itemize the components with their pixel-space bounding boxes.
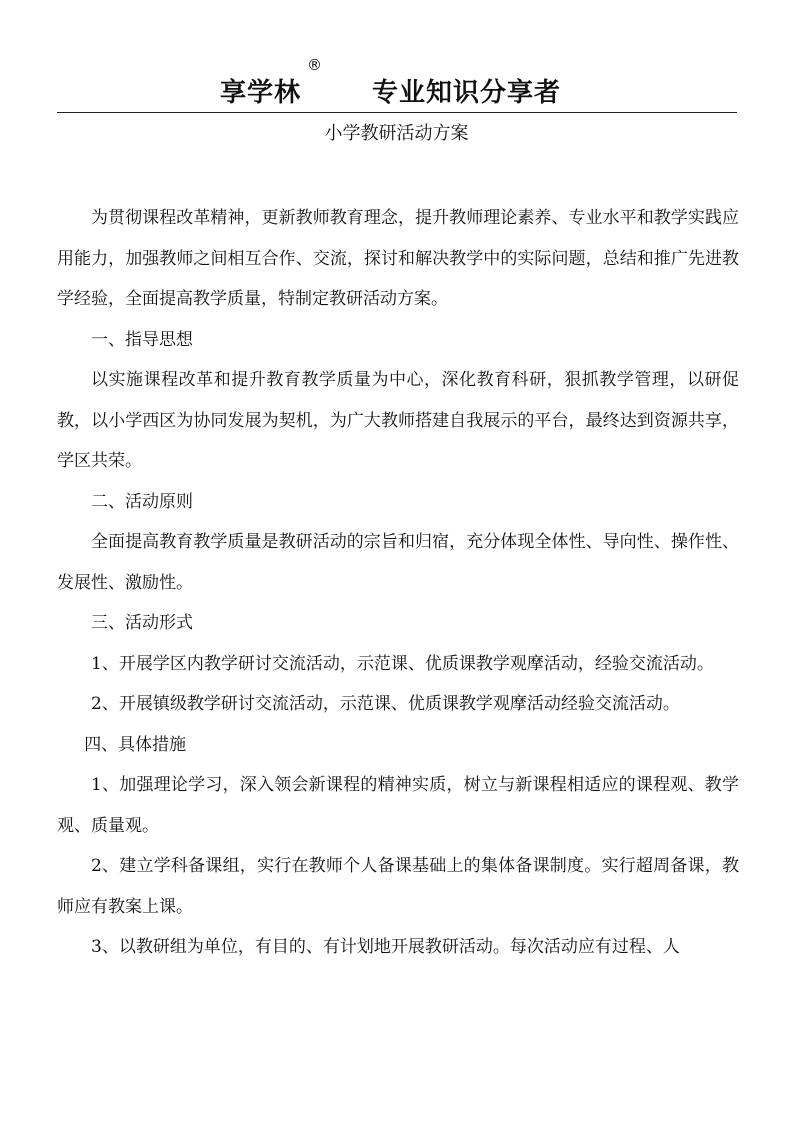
brand-slogan: 专业知识分享者 bbox=[372, 78, 562, 108]
list-item: 2、开展镇级教学研讨交流活动，示范课、优质课教学观摩活动经验交流活动。 bbox=[91, 694, 680, 714]
section-heading-activity-principles: 二、活动原则 bbox=[91, 491, 193, 512]
paragraph-guiding-ideology: 以实施课程改革和提升教育教学质量为中心，深化教育科研，狠抓教学管理，以研促教，以小学西区为协同发展为契机，为广大教师搭建自我展示的平台，最终达到资源共享，学区共荣。 bbox=[57, 370, 739, 471]
document-body bbox=[57, 198, 739, 968]
section-heading-activity-forms: 三、活动形式 bbox=[91, 613, 193, 633]
registered-trademark-icon: ® bbox=[307, 56, 322, 74]
paragraph-intro: 为贯彻课程改革精神，更新教师教育理念，提升教师理论素养、专业水平和教学实践应用能力，加强教师之间相互合作、交流，探讨和解决教学中的实际问题，总结和推广先进教学经验，全面提高教学质量，特制定教研活动方案。 bbox=[57, 208, 739, 309]
section-heading-guiding-ideology: 一、指导思想 bbox=[91, 329, 193, 350]
brand-name: 享学林 bbox=[220, 78, 302, 108]
page-header bbox=[57, 56, 737, 113]
list-item: 1、开展学区内教学研讨交流活动，示范课、优质课教学观摩活动，经验交流活动。 bbox=[91, 653, 714, 674]
document-title: 小学教研活动方案 bbox=[324, 123, 469, 144]
section-heading-specific-measures: 四、具体措施 bbox=[84, 734, 187, 755]
list-item: 2、建立学科备课组，实行在教师个人备课基础上的集体备课制度。实行超周备课，教师应有教案上课。 bbox=[57, 856, 739, 917]
list-item: 3、以教研组为单位，有目的、有计划地开展教研活动。每次活动应有过程、人 bbox=[91, 937, 680, 957]
list-item: 1、加强理论学习，深入领会新课程的精神实质，树立与新课程相适应的课程观、教学观、质量观。 bbox=[57, 775, 739, 836]
paragraph-activity-principles: 全面提高教育教学质量是教研活动的宗旨和归宿，充分体现全体性、导向性、操作性、发展性、激励性。 bbox=[57, 532, 739, 593]
